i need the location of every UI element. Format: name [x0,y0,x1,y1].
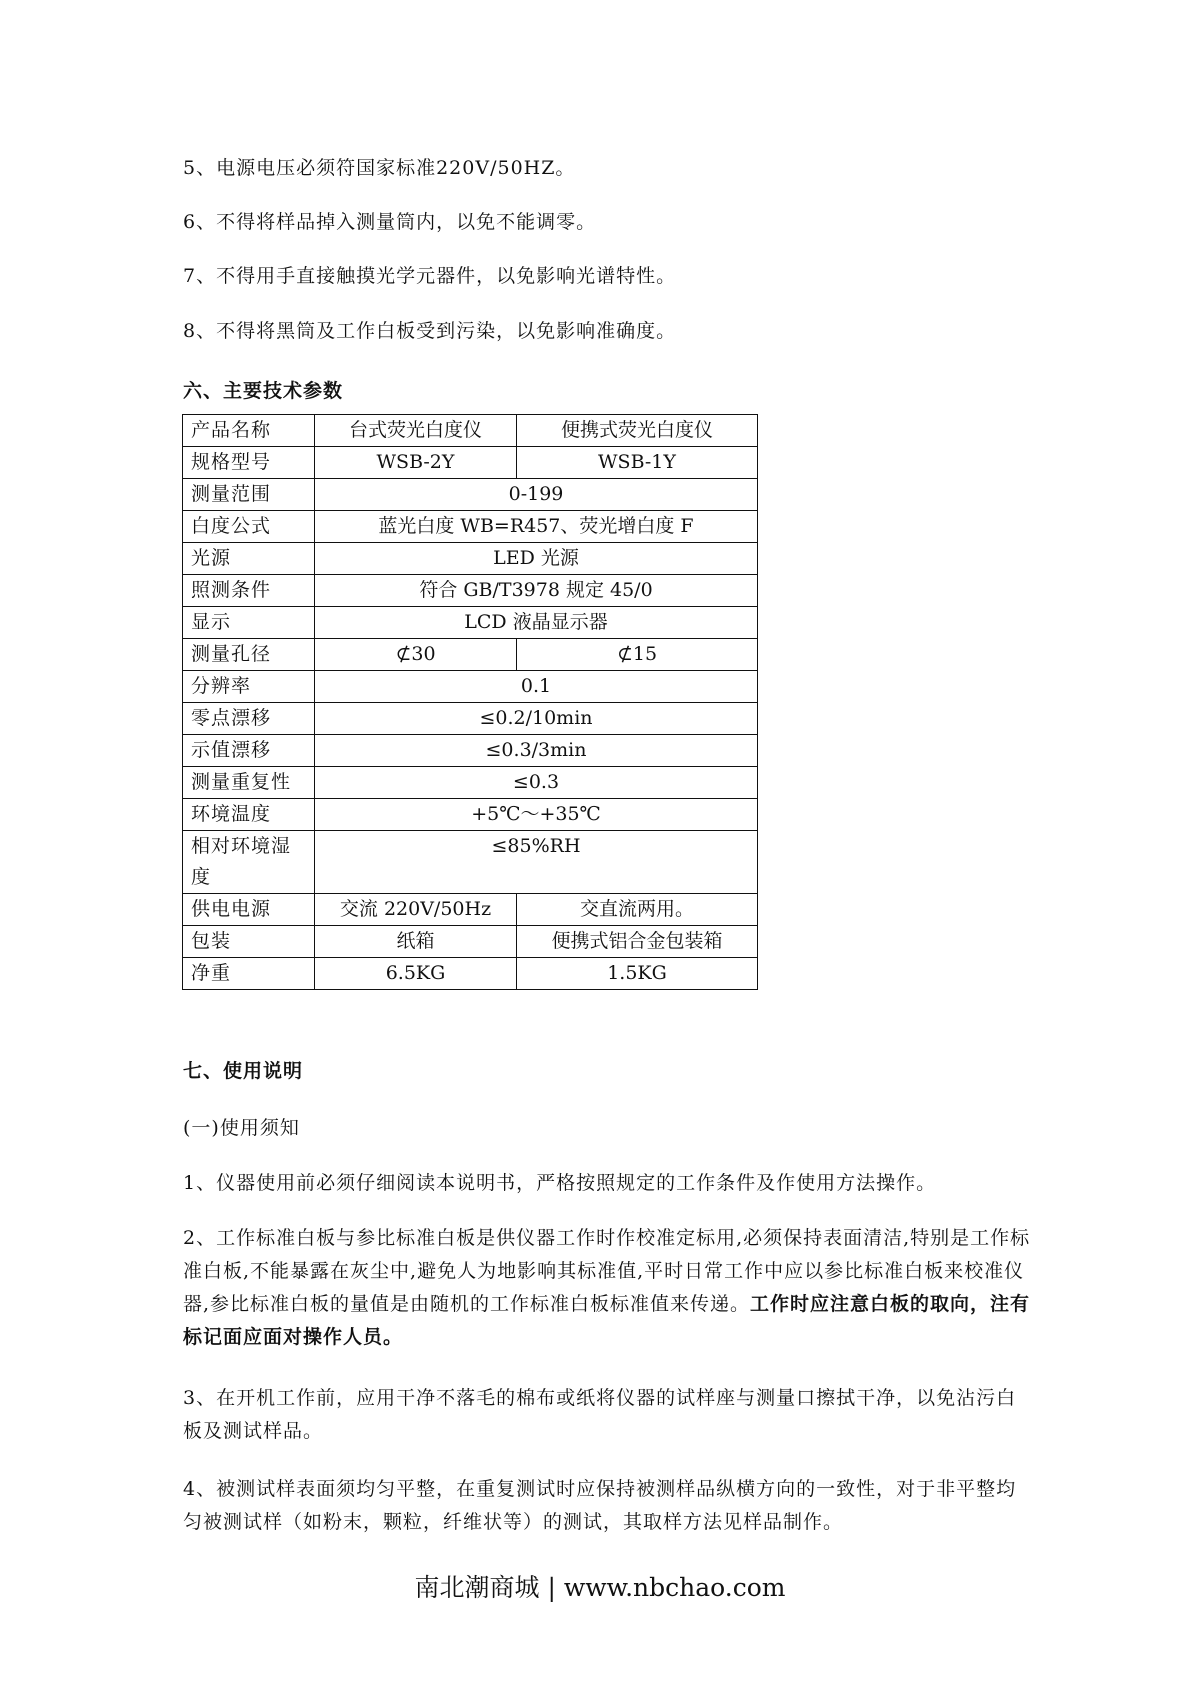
spec-row-resolution [183,671,758,703]
spec-label: 照测条件 [183,575,315,607]
spec-value: 0.1 [315,671,758,703]
spec-label: 净重 [183,958,315,990]
spec-value: 6.5KG [315,958,517,990]
spec-label: 测量孔径 [183,639,315,671]
spec-header-desktop: 台式荧光白度仪 [315,415,517,447]
spec-label: 规格型号 [183,447,315,479]
spec-value: ⊄30 [315,639,517,671]
spec-label: 零点漂移 [183,703,315,735]
note-2-bold: 工作时应注意白板的取向，注有标记面应面对操作人员。 [183,1293,1031,1348]
spec-row-range [183,479,758,511]
spec-value: LCD 液晶显示器 [315,607,758,639]
spec-value: ≤0.3/3min [315,735,758,767]
subsection-heading: (一)使用须知 [183,1117,300,1139]
spec-value: WSB-1Y [517,447,758,479]
spec-value: +5℃～+35℃ [315,799,758,831]
spec-label: 白度公式 [183,511,315,543]
note-3: 3、在开机工作前，应用干净不落毛的棉布或纸将仪器的试样座与测量口擦拭干净，以免沾污白板及测试样品。 [183,1387,1017,1442]
spec-value: WSB-2Y [315,447,517,479]
spec-value: 交流 220V/50Hz [315,894,517,926]
note-2 [183,1222,1033,1354]
spec-label: 显示 [183,607,315,639]
spec-row-aperture [183,639,758,671]
spec-row-weight [183,958,758,990]
spec-table [182,414,758,990]
spec-label: 示值漂移 [183,735,315,767]
note-4: 4、被测试样表面须均匀平整，在重复测试时应保持被测样品纵横方向的一致性，对于非平整均匀被测试样（如粉末，颗粒，纤维状等）的测试，其取样方法见样品制作。 [183,1478,1017,1533]
spec-row-power [183,894,758,926]
spec-value: ⊄15 [517,639,758,671]
spec-row-packaging [183,926,758,958]
spec-row-model [183,447,758,479]
spec-value: 纸箱 [315,926,517,958]
spec-value: 0-199 [315,479,758,511]
spec-value: 符合 GB/T3978 规定 45/0 [315,575,758,607]
footer-brand: 南北潮商城 | www.nbchao.com [414,1573,786,1602]
spec-label: 包装 [183,926,315,958]
intro-item-6: 6、不得将样品掉入测量筒内，以免不能调零。 [183,211,597,233]
intro-item-7: 7、不得用手直接触摸光学元器件，以免影响光谱特性。 [183,265,677,287]
spec-value: 便携式铝合金包装箱 [517,926,758,958]
spec-label: 分辨率 [183,671,315,703]
spec-value: LED 光源 [315,543,758,575]
note-2-text: 2、工作标准白板与参比标准白板是供仪器工作时作校准定标用,必须保持表面清洁,特别是工作标准白板,不能暴露在灰尘中,避免人为地影响其标准值,平时日常工作中应以参比标准白板来校准仪器,参比标准白板的量值是由随机的工作标准白板标准值来传递。 [183,1227,1031,1315]
section-6-heading: 六、主要技术参数 [183,380,344,402]
spec-row-light [183,543,758,575]
spec-row-humidity [183,831,758,894]
spec-label: 相对环境湿度 [183,831,315,894]
intro-item-5: 5、电源电压必须符国家标准220V/50HZ。 [183,157,576,179]
spec-label: 光源 [183,543,315,575]
spec-table-header-row [183,415,758,447]
spec-row-repeatability [183,767,758,799]
spec-header-portable: 便携式荧光白度仪 [517,415,758,447]
spec-row-condition [183,575,758,607]
spec-value: 蓝光白度 WB=R457、荧光增白度 F [315,511,758,543]
spec-row-value-drift [183,735,758,767]
spec-row-zero-drift [183,703,758,735]
spec-value: ≤85%RH [315,831,758,894]
spec-row-formula [183,511,758,543]
spec-header-label: 产品名称 [183,415,315,447]
spec-label: 测量范围 [183,479,315,511]
spec-value: 1.5KG [517,958,758,990]
spec-label: 供电电源 [183,894,315,926]
spec-row-display [183,607,758,639]
spec-label: 测量重复性 [183,767,315,799]
spec-value: ≤0.3 [315,767,758,799]
spec-value: ≤0.2/10min [315,703,758,735]
intro-item-8: 8、不得将黑筒及工作白板受到污染，以免影响准确度。 [183,320,677,342]
spec-label: 环境温度 [183,799,315,831]
note-1: 1、仪器使用前必须仔细阅读本说明书，严格按照规定的工作条件及作使用方法操作。 [183,1172,937,1194]
section-7-heading: 七、使用说明 [183,1060,304,1082]
spec-row-temperature [183,799,758,831]
spec-value: 交直流两用。 [517,894,758,926]
